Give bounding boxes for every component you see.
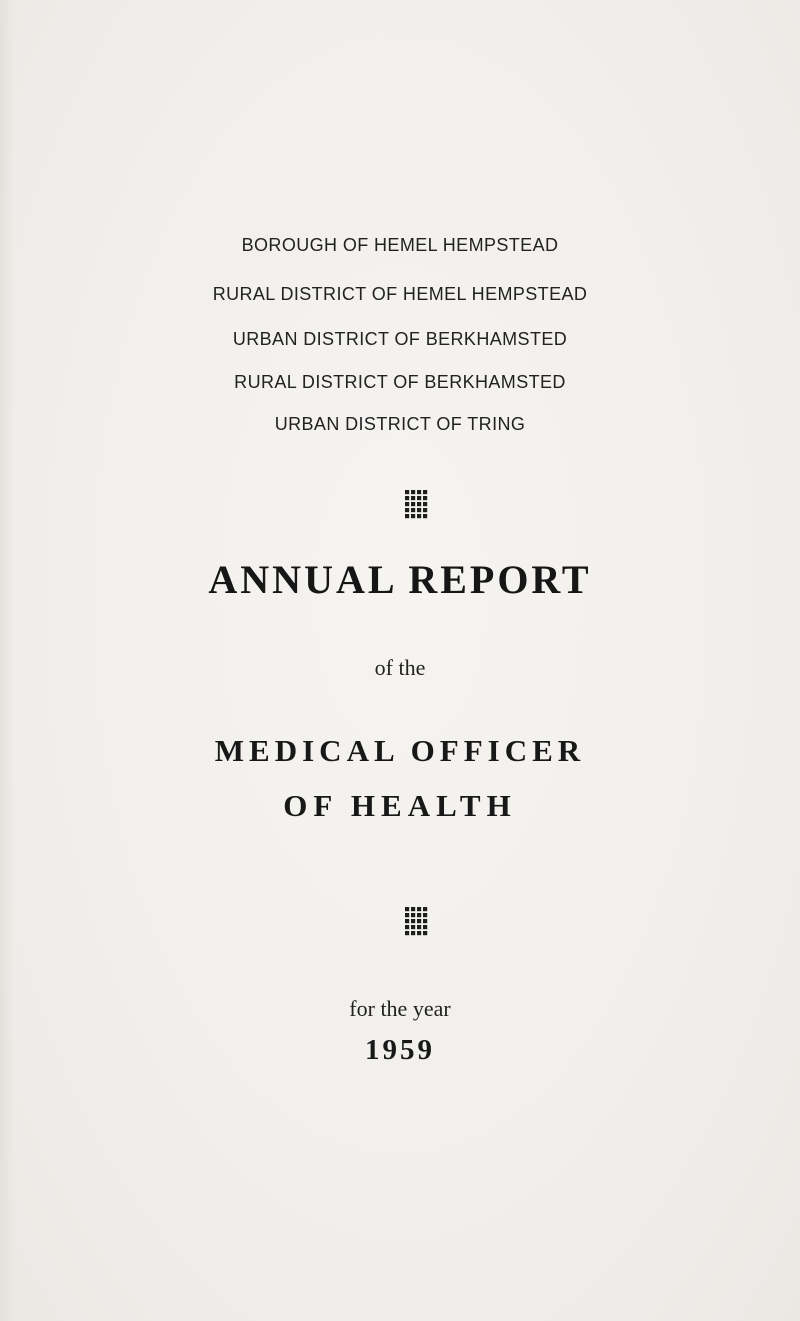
ornament-dot <box>405 496 409 500</box>
ornament-dot <box>423 508 427 512</box>
district-line-1: BOROUGH OF HEMEL HEMPSTEAD <box>241 235 559 255</box>
ornament-dot <box>417 496 421 500</box>
ornament-dot <box>417 508 421 512</box>
ornament-dot <box>411 508 415 512</box>
ornament-dot <box>405 913 409 917</box>
ornament-dot <box>423 907 427 911</box>
ornament-dot <box>405 925 409 929</box>
ornament-dot <box>405 919 409 923</box>
ornament-dot <box>423 514 427 518</box>
ornament-dot <box>405 508 409 512</box>
ornament-dot <box>417 931 421 935</box>
ornament-dot <box>423 925 427 929</box>
ornament-dot <box>411 919 415 923</box>
ornament-dot <box>423 913 427 917</box>
period-label: for the year <box>349 996 451 1021</box>
ornament-dot <box>411 913 415 917</box>
ornament-dot <box>411 496 415 500</box>
officer-title-line-1: MEDICAL OFFICER <box>214 733 586 768</box>
square-dot-grid-ornament-icon <box>404 906 428 938</box>
ornament-dot <box>417 514 421 518</box>
ornament-dot <box>417 490 421 494</box>
ornament-dot <box>405 502 409 506</box>
ornament-dot <box>411 907 415 911</box>
ornament-dot <box>417 913 421 917</box>
ornament-dot <box>411 502 415 506</box>
district-line-2: RURAL DISTRICT OF HEMEL HEMPSTEAD <box>212 284 588 304</box>
district-line-5: URBAN DISTRICT OF TRING <box>274 414 526 434</box>
ornament-dot <box>423 919 427 923</box>
ornament-dot <box>405 931 409 935</box>
report-title: ANNUAL REPORT <box>208 557 592 602</box>
district-line-3: URBAN DISTRICT OF BERKHAMSTED <box>232 329 568 349</box>
officer-title-line-2: OF HEALTH <box>283 788 517 823</box>
ornament-dot <box>417 925 421 929</box>
ornament-dot <box>423 502 427 506</box>
ornament-dot <box>417 919 421 923</box>
ornament-dot <box>405 514 409 518</box>
ornament-dot <box>411 931 415 935</box>
ornament-dot <box>405 490 409 494</box>
ornament-dot <box>411 490 415 494</box>
ornament-dot <box>423 931 427 935</box>
ornament-dot <box>417 907 421 911</box>
report-year: 1959 <box>365 1034 435 1066</box>
ornament-dot <box>423 496 427 500</box>
ornament-dot <box>411 514 415 518</box>
ornament-dot <box>417 502 421 506</box>
district-line-4: RURAL DISTRICT OF BERKHAMSTED <box>234 372 566 392</box>
title-connector: of the <box>374 655 426 680</box>
ornament-dot <box>405 907 409 911</box>
ornament-dot <box>411 925 415 929</box>
square-dot-grid-ornament-icon <box>404 489 428 521</box>
ornament-dot <box>423 490 427 494</box>
